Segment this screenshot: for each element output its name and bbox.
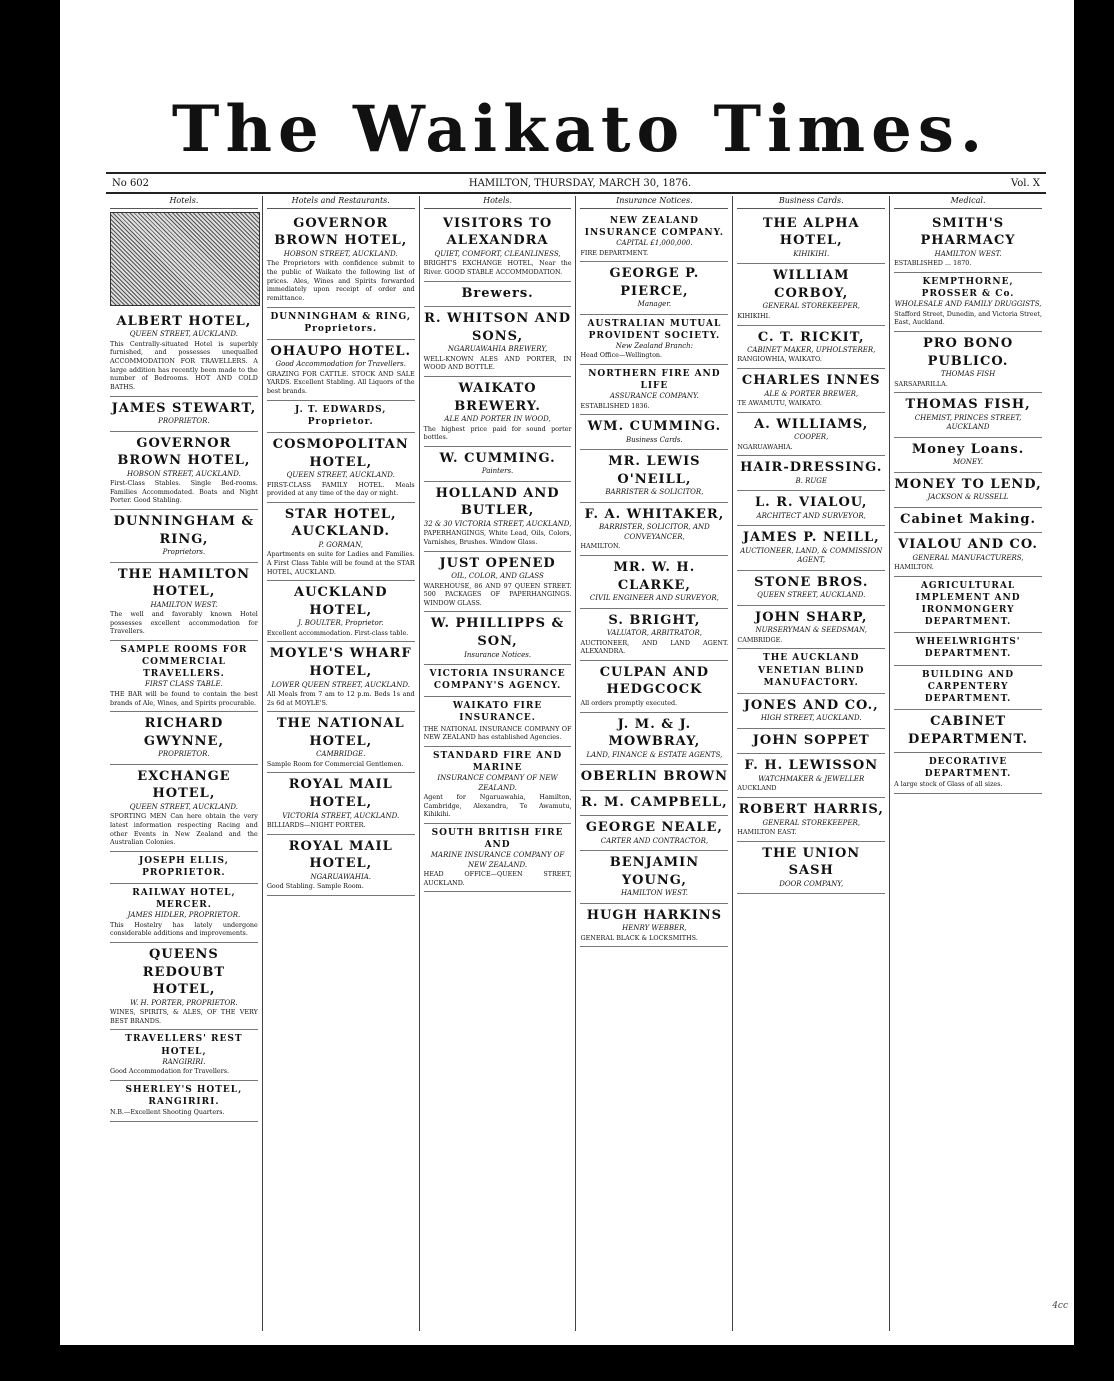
ad-title: HUGH HARKINS	[586, 907, 723, 923]
ad-subtitle: HAMILTON WEST.	[150, 600, 218, 609]
ad-body: HAMILTON.	[580, 542, 621, 551]
ad-title: EXCHANGE HOTEL,	[137, 768, 231, 802]
advertisement	[580, 816, 728, 851]
ad-body: FIRST-CLASS FAMILY HOTEL. Meals provided at any time of the day or night.	[266, 480, 415, 498]
issue-date: HAMILTON, THURSDAY, MARCH 30, 1876.	[468, 177, 692, 189]
ad-subtitle: QUEEN STREET, AUCKLAND.	[129, 330, 239, 339]
advertisement	[267, 503, 415, 581]
right-scan-border	[1074, 0, 1114, 1381]
ad-title: WAIKATO FIRE INSURANCE.	[452, 701, 543, 724]
column-6	[890, 196, 1046, 1331]
ad-title: J. T. EDWARDS, Proprietor.	[295, 404, 387, 427]
advertisement	[580, 212, 728, 262]
ad-body: BRIGHT'S EXCHANGE HOTEL, Near the River. GOOD STABLE ACCOMMODATION.	[423, 259, 572, 276]
advertisement	[894, 508, 1042, 534]
ad-title: WHEELWRIGHTS' DEPARTMENT.	[915, 637, 1021, 660]
ad-subtitle: NGARUAWAHIA BREWERY,	[447, 345, 548, 354]
ad-title: A. WILLIAMS,	[754, 416, 869, 432]
ad-title: WILLIAM CORBOY,	[772, 268, 850, 301]
ad-subtitle: AUCTIONEER, LAND, & COMMISSION AGENT,	[740, 546, 883, 565]
ad-title: JOHN SOPPET	[752, 732, 870, 748]
advertisement	[580, 791, 728, 817]
advertisement	[580, 315, 728, 365]
ad-subtitle: HAMILTON WEST.	[620, 889, 688, 898]
hotel-engraving	[110, 212, 260, 306]
ad-body: All Meals from 7 am to 12 p.m. Beds 1s and 2s 6d at MOYLE'S.	[266, 689, 415, 707]
advertisement	[424, 697, 572, 747]
newspaper-page	[60, 0, 1074, 1345]
advertisement	[737, 264, 885, 325]
ad-title: ROBERT HARRIS,	[738, 801, 884, 817]
ad-title: DUNNINGHAM & RING,	[113, 514, 255, 547]
advertisement	[267, 581, 415, 642]
advertisement	[267, 308, 415, 340]
advertisement	[110, 563, 258, 641]
ad-subtitle: Proprietors.	[162, 548, 206, 557]
ad-title: STONE BROS.	[754, 574, 869, 590]
advertisement	[737, 606, 885, 650]
advertisement	[110, 397, 258, 432]
advertisement	[580, 415, 728, 450]
ad-title: SMITH'S PHARMACY	[920, 215, 1016, 249]
ad-title: JAMES STEWART,	[111, 400, 257, 416]
ad-body: Apartments en suite for Ladies and Families. A First Class Table will be found at the STAR HOTEL, AUCKLAND.	[266, 550, 415, 576]
ad-subtitle: PROPRIETOR.	[158, 750, 210, 759]
ad-body: TE AWAMUTU, WAIKATO.	[737, 399, 822, 408]
ad-body: This Hostelry has lately undergone considerable additions and improvements.	[110, 920, 258, 938]
ad-body: First-Class Stables. Single Bed-rooms. Families Accommodated. Boats and Night Porter. Good Stabling.	[110, 479, 258, 505]
ad-title: OHAUPO HOTEL.	[270, 343, 411, 359]
ad-body: SPORTING MEN Can here obtain the very latest information respecting Racing and other Events in New Zealand and the Australian Colonies.	[110, 812, 258, 847]
ad-subtitle: GENERAL STOREKEEPER,	[762, 302, 860, 311]
ad-title: ROYAL MAIL HOTEL,	[288, 838, 393, 872]
advertisement	[894, 633, 1042, 665]
ad-body: THE BAR will be found to contain the best brands of Ale, Wines, and Spirits procurable.	[110, 689, 258, 707]
ad-subtitle: B. RUGE	[795, 476, 827, 485]
ad-body: The highest price paid for sound porter bottles.	[423, 424, 572, 442]
ad-title: THE UNION SASH	[762, 845, 861, 879]
advertisement	[737, 526, 885, 570]
ad-title: F. H. LEWISSON	[744, 758, 879, 774]
advertisement	[424, 824, 572, 892]
advertisement	[424, 552, 572, 613]
dateline	[106, 172, 1046, 194]
ad-subtitle: JAMES HIDLER, PROPRIETOR.	[127, 911, 241, 920]
ad-body: HEAD OFFICE—QUEEN STREET, AUCKLAND.	[423, 870, 572, 887]
advertisement	[580, 262, 728, 315]
ad-body: CAMBRIDGE.	[737, 635, 783, 644]
ad-title: OBERLIN BROWN	[580, 769, 729, 785]
advertisement	[894, 666, 1042, 710]
advertisement	[110, 432, 258, 510]
advertisement	[424, 447, 572, 482]
ad-subtitle: QUEEN STREET, AUCKLAND.	[757, 591, 866, 600]
ad-body: SARSAPARILLA.	[894, 379, 948, 388]
advertisement	[110, 943, 258, 1030]
ad-title: HAIR-DRESSING.	[740, 460, 883, 476]
ad-subtitle: ALE AND PORTER IN WOOD,	[444, 415, 551, 424]
advertisement	[580, 765, 728, 791]
ad-title: PRO BONO PUBLICO.	[922, 335, 1014, 369]
ad-title: CULPAN AND HEDGCOCK	[599, 664, 710, 698]
ad-body: AUCKLAND	[737, 784, 777, 793]
bottom-scan-border	[0, 1345, 1114, 1381]
column-2	[263, 196, 420, 1331]
ad-subtitle: QUEEN STREET, AUCKLAND.	[286, 471, 395, 480]
advertisement	[894, 533, 1042, 577]
ad-subtitle: GENERAL MANUFACTURERS,	[912, 553, 1024, 562]
ad-body: ESTABLISHED 1836.	[580, 401, 650, 410]
ad-subtitle: WHOLESALE AND FAMILY DRUGGISTS,	[894, 300, 1042, 309]
advertisement	[424, 307, 572, 377]
ad-title: DECORATIVE DEPARTMENT.	[924, 757, 1012, 780]
advertisement	[110, 641, 258, 712]
ad-title: SHERLEY'S HOTEL, RANGIRIRI.	[125, 1084, 243, 1107]
ad-subtitle: QUIET, COMFORT, CLEANLINESS,	[434, 249, 561, 258]
column-5	[733, 196, 890, 1331]
advertisement	[737, 413, 885, 457]
ad-title: Cabinet Making.	[900, 511, 1036, 527]
advertisement	[110, 765, 258, 852]
ad-subtitle: JACKSON & RUSSELL	[927, 493, 1009, 502]
advertisement	[110, 1081, 258, 1122]
advertisement	[424, 212, 572, 282]
advertisement	[267, 340, 415, 401]
ad-body: WAREHOUSE, 86 AND 97 QUEEN STREET. 500 PACKAGES OF PAPERHANGINGS. WINDOW GLASS.	[423, 581, 572, 607]
ad-subtitle: HOBSON STREET, AUCKLAND.	[283, 249, 398, 258]
column-4	[576, 196, 733, 1331]
ad-title: W. CUMMING.	[439, 450, 556, 466]
ad-body: Good Accommodation for Travellers.	[110, 1067, 230, 1076]
ad-title: VIALOU AND CO.	[898, 537, 1038, 553]
ad-body: A large stock of Glass of all sizes.	[894, 780, 1003, 789]
advertisement	[580, 851, 728, 904]
ad-subtitle: Insurance Notices.	[464, 650, 532, 659]
ad-subtitle: P. GORMAN,	[318, 540, 363, 549]
ad-body: PAPERHANGINGS, White Lead, Oils, Colors, Varnishes, Brushes. Window Glass.	[423, 529, 572, 546]
column-heading: Hotels.	[110, 196, 258, 209]
ad-body: RANGIOWHIA, WAIKATO.	[737, 355, 822, 364]
ad-subtitle: VALUATOR, ARBITRATOR,	[606, 629, 702, 638]
ad-title: MR. W. H. CLARKE,	[613, 559, 696, 593]
ad-title: KEMPTHORNE, PROSSER & Co.	[921, 276, 1015, 300]
ad-subtitle: HIGH STREET, AUCKLAND.	[760, 714, 862, 723]
advertisement	[580, 904, 728, 948]
ad-body: Excellent accommodation. First-class table.	[266, 628, 409, 637]
ad-subtitle: 32 & 30 VICTORIA STREET, AUCKLAND,	[423, 519, 572, 528]
ad-subtitle: HOBSON STREET, AUCKLAND.	[126, 469, 241, 478]
ad-title: COSMOPOLITAN HOTEL,	[272, 437, 409, 470]
ad-body: All orders promptly executed.	[580, 698, 678, 707]
ad-title: WAIKATO BREWERY.	[454, 380, 541, 414]
ad-body: GRAZING FOR CATTLE. STOCK AND SALE YARDS. Excellent Stabling. All Liquors of the best brands.	[266, 369, 415, 396]
advertisement	[894, 753, 1042, 794]
ad-subtitle: HAMILTON WEST.	[934, 249, 1002, 258]
ad-title: AGRICULTURAL IMPLEMENT AND IRONMONGERY DEPARTMENT.	[915, 580, 1021, 628]
advertisement	[424, 747, 572, 824]
advertisement	[894, 438, 1042, 473]
ad-subtitle: ARCHITECT AND SURVEYOR,	[756, 511, 866, 520]
ad-title: STANDARD FIRE AND MARINE	[432, 750, 563, 773]
column-heading: Insurance Notices.	[580, 196, 728, 209]
ad-subtitle: CAPITAL £1,000,000.	[616, 239, 693, 248]
ad-subtitle: MONEY.	[953, 458, 984, 467]
masthead-title: The Waikato Times.	[171, 92, 989, 167]
ad-title: S. BRIGHT,	[608, 612, 701, 628]
ad-body: This Centrally-situated Hotel is superbly furnished, and possesses unequalled ACCOMMODATION FOR TRAVELLERS. A large addition has recently been made to the number of Bedrooms. HOT AND COLD BATHS.	[110, 339, 258, 391]
ad-subtitle: LAND, FINANCE & ESTATE AGENTS,	[586, 750, 723, 759]
ad-title: JONES AND CO.,	[743, 697, 879, 713]
handwritten-note: 4cc	[1052, 1301, 1068, 1311]
advertisement	[894, 332, 1042, 393]
ad-title: J. M. & J. MOWBRAY,	[608, 716, 701, 750]
ad-body: FIRE DEPARTMENT.	[580, 248, 649, 257]
column-1	[106, 196, 263, 1331]
ad-body: WINES, SPIRITS, & ALES, OF THE VERY BEST BRANDS.	[110, 1008, 258, 1025]
advertisement	[580, 661, 728, 713]
advertisement	[110, 310, 258, 397]
advertisement	[580, 556, 728, 609]
advertisement	[424, 612, 572, 665]
ad-title: WM. CUMMING.	[587, 419, 722, 435]
ad-body: The well and favorably known Hotel possesses excellent accommodation for Travellers.	[110, 610, 258, 636]
advertisement	[737, 729, 885, 755]
ad-title: VISITORS TO ALEXANDRA	[442, 215, 553, 249]
advertisement	[737, 694, 885, 729]
advertisement	[267, 712, 415, 773]
ad-subtitle: VICTORIA STREET, AUCKLAND.	[282, 811, 400, 820]
advertisement	[737, 212, 885, 265]
issue-number: No 602	[112, 177, 150, 189]
ad-title: GEORGE NEALE,	[585, 820, 723, 836]
ad-body: KIHIKIHI.	[737, 311, 771, 320]
advertisement	[424, 377, 572, 447]
ad-body: Head Office—Wellington.	[580, 351, 663, 360]
ad-subtitle: Good Accommodation for Travellers.	[275, 360, 406, 369]
ad-title: DUNNINGHAM & RING, Proprietors.	[270, 311, 411, 334]
ad-subtitle: INSURANCE COMPANY OF NEW ZEALAND.	[437, 774, 558, 792]
ad-subtitle: FIRST CLASS TABLE.	[145, 680, 223, 689]
ad-title: RAILWAY HOTEL, MERCER.	[132, 888, 236, 911]
ad-subtitle: CABINET MAKER, UPHOLSTERER,	[747, 346, 876, 355]
advertisement	[580, 713, 728, 766]
ad-title: CABINET DEPARTMENT.	[908, 713, 1029, 747]
advertisement	[110, 884, 258, 943]
ad-body: HAMILTON EAST.	[737, 827, 797, 836]
ad-title: HOLLAND AND BUTLER,	[435, 485, 560, 519]
ad-title: NEW ZEALAND INSURANCE COMPANY.	[584, 215, 725, 238]
ad-title: CHARLES INNES	[741, 373, 881, 389]
advertisement	[737, 491, 885, 526]
advertisement	[110, 852, 258, 884]
ad-title: RICHARD GWYNNE,	[143, 716, 224, 749]
ad-title: GOVERNOR BROWN HOTEL,	[117, 435, 251, 469]
ad-subtitle: RANGIRIRI.	[162, 1057, 206, 1066]
column-3	[420, 196, 577, 1331]
ad-body: Good Stabling. Sample Room.	[266, 882, 364, 891]
ad-title: TRAVELLERS' REST HOTEL,	[125, 1034, 243, 1057]
advertisement	[267, 401, 415, 433]
advertisement	[267, 642, 415, 712]
ad-subtitle: CARTER AND CONTRACTOR,	[600, 836, 709, 845]
ad-title: W. PHILLIPPS & SON,	[430, 616, 565, 650]
advertisement	[737, 326, 885, 370]
ad-title: AUSTRALIAN MUTUAL PROVIDENT SOCIETY.	[587, 318, 722, 341]
advertisement	[894, 473, 1042, 508]
ad-title: AUCKLAND HOTEL,	[294, 585, 388, 618]
ad-title: ALBERT HOTEL,	[116, 313, 252, 329]
column-heading: Hotels and Restaurants.	[267, 196, 415, 209]
ad-body: ESTABLISHED ... 1870.	[894, 259, 972, 268]
ad-title: QUEENS REDOUBT HOTEL,	[142, 947, 226, 998]
advertisement	[110, 712, 258, 765]
column-heading: Hotels.	[424, 196, 572, 209]
ad-body: Sample Room for Commercial Gentlemen.	[266, 759, 404, 768]
advertisement	[737, 456, 885, 491]
advertisement	[894, 393, 1042, 437]
ad-title: BUILDING AND CARPENTERY DEPARTMENT.	[922, 669, 1015, 704]
ad-body: AUCTIONEER, AND LAND AGENT. ALEXANDRA.	[580, 638, 729, 656]
ad-subtitle: NGARUAWAHIA.	[310, 872, 372, 881]
ad-title: GEORGE P. PIERCE,	[609, 266, 700, 299]
advertisement	[580, 609, 728, 661]
ad-subtitle: DOOR COMPANY,	[779, 879, 844, 888]
ad-body: Agent for Ngaruawahia, Hamilton, Cambridge, Alexandra, Te Awamutu, Kihikihi.	[423, 793, 572, 819]
ad-body: GENERAL BLACK & LOCKSMITHS.	[580, 933, 698, 942]
ad-subtitle: WATCHMAKER & JEWELLER	[758, 774, 865, 783]
ad-subtitle: OIL, COLOR, AND GLASS	[451, 572, 544, 581]
ad-subtitle: GENERAL STOREKEEPER,	[762, 818, 860, 827]
ad-body: The Proprietors with confidence submit to the public of Waikato the following list of prices. Ales, Wines and Spirits forwarded immediately upon receipt of order and remittance.	[266, 259, 415, 302]
ad-subtitle: W. H. PORTER, PROPRIETOR.	[130, 998, 238, 1007]
advertisement	[737, 649, 885, 693]
ad-title: BENJAMIN YOUNG,	[609, 855, 700, 888]
ad-subtitle: QUEEN STREET, AUCKLAND.	[129, 802, 239, 811]
ad-subtitle: PROPRIETOR.	[158, 417, 210, 426]
advertisement	[580, 365, 728, 415]
advertisement	[580, 503, 728, 556]
volume-number: Vol. X	[1010, 177, 1040, 189]
ad-body: Stafford Street, Dunedin, and Victoria Street, East, Auckland.	[894, 309, 1042, 327]
column-heading: Business Cards.	[737, 196, 885, 209]
ad-subtitle: CAMBRIDGE.	[316, 750, 366, 759]
ad-title: MR. LEWIS O'NEILL,	[608, 454, 701, 487]
ad-subtitle: CHEMIST, PRINCES STREET, AUCKLAND	[914, 413, 1022, 432]
ad-subtitle: J. BOULTER, Proprietor.	[297, 619, 384, 628]
ad-title: Brewers.	[461, 285, 534, 301]
advertisement	[110, 510, 258, 563]
ad-title: R. WHITSON AND SONS,	[424, 311, 571, 344]
ad-title: NORTHERN FIRE AND LIFE	[588, 369, 721, 392]
ad-subtitle: New Zealand Branch:	[615, 341, 694, 350]
advertisement	[737, 842, 885, 895]
advertisement	[267, 835, 415, 896]
advertisement	[267, 212, 415, 308]
ad-subtitle: CIVIL ENGINEER AND SURVEYOR,	[589, 594, 719, 603]
ad-title: SOUTH BRITISH FIRE AND	[431, 827, 564, 851]
ad-title: ROYAL MAIL HOTEL,	[288, 777, 393, 810]
ad-subtitle: ASSURANCE COMPANY.	[609, 392, 699, 401]
ad-subtitle: KIHIKIHI.	[793, 249, 830, 258]
ad-body: WELL-KNOWN ALES AND PORTER, IN WOOD AND BOTTLE.	[423, 354, 572, 372]
ad-title: MONEY TO LEND,	[894, 476, 1042, 492]
ad-title: JAMES P. NEILL,	[742, 530, 880, 546]
advertisement	[267, 773, 415, 834]
ad-title: R. M. CAMPBELL,	[581, 794, 728, 810]
ad-title: MOYLE'S WHARF HOTEL,	[269, 646, 412, 679]
ad-subtitle: LOWER QUEEN STREET, AUCKLAND.	[271, 680, 410, 689]
ad-title: GOVERNOR BROWN HOTEL,	[274, 215, 408, 249]
advertisement	[267, 433, 415, 503]
ad-subtitle: Manager.	[637, 300, 672, 309]
advertisement	[424, 282, 572, 308]
ad-body: HAMILTON.	[894, 563, 934, 572]
ad-title: JUST OPENED	[439, 555, 556, 571]
advertisement	[424, 482, 572, 552]
ad-title: C. T. RICKIT,	[757, 329, 865, 345]
ad-title: THE HAMILTON HOTEL,	[117, 566, 251, 600]
ad-subtitle: Business Cards.	[626, 435, 683, 444]
ad-title: F. A. WHITAKER,	[584, 506, 725, 522]
advertisement	[580, 450, 728, 503]
advertisement	[894, 577, 1042, 634]
ad-title: SAMPLE ROOMS FOR COMMERCIAL TRAVELLERS.	[120, 645, 248, 680]
ad-title: THOMAS FISH,	[905, 397, 1031, 413]
ad-title: Money Loans.	[911, 441, 1025, 457]
ad-subtitle: Painters.	[481, 467, 514, 476]
ad-title: THE ALPHA HOTEL,	[762, 215, 860, 249]
left-scan-border	[0, 0, 60, 1381]
ad-title: JOHN SHARP,	[755, 609, 868, 625]
ad-title: THE AUCKLAND VENETIAN BLIND MANUFACTORY.	[758, 653, 865, 688]
advertisement	[737, 798, 885, 842]
advertisement	[110, 1030, 258, 1080]
ad-subtitle: NURSERYMAN & SEEDSMAN,	[755, 626, 867, 635]
advertisement	[894, 273, 1042, 332]
column-heading: Medical.	[894, 196, 1042, 209]
ad-body: N.B.—Excellent Shooting Quarters.	[110, 1108, 225, 1117]
advertisement	[894, 710, 1042, 753]
advertisement	[737, 369, 885, 413]
ad-subtitle: THOMAS FISH	[940, 370, 996, 379]
ad-subtitle: BARRISTER, SOLICITOR, AND CONVEYANCER,	[599, 523, 710, 541]
ad-body: BILLIARDS—NIGHT PORTER.	[266, 820, 366, 829]
ad-body: THE NATIONAL INSURANCE COMPANY OF NEW ZEALAND has established Agencies.	[423, 724, 572, 742]
ad-subtitle: ALE & PORTER BREWER,	[764, 389, 859, 398]
ad-title: L. R. VIALOU,	[755, 495, 868, 511]
advertisement	[424, 665, 572, 697]
ad-title: VICTORIA INSURANCE COMPANY'S AGENCY.	[429, 669, 566, 692]
columns-container	[106, 196, 1046, 1331]
advertisement	[894, 212, 1042, 273]
ad-subtitle: HENRY WEBBER,	[622, 924, 687, 933]
ad-subtitle: COOPER,	[794, 433, 829, 442]
ad-subtitle: BARRISTER & SOLICITOR,	[605, 488, 704, 497]
ad-subtitle: MARINE INSURANCE COMPANY OF NEW ZEALAND.	[430, 851, 565, 869]
ad-title: THE NATIONAL HOTEL,	[276, 716, 405, 749]
advertisement	[737, 571, 885, 606]
ad-title: JOSEPH ELLIS, PROPRIETOR.	[138, 855, 229, 878]
ad-body: NGARUAWAHIA.	[737, 442, 793, 451]
ad-title: STAR HOTEL, AUCKLAND.	[284, 506, 397, 540]
advertisement	[737, 754, 885, 798]
